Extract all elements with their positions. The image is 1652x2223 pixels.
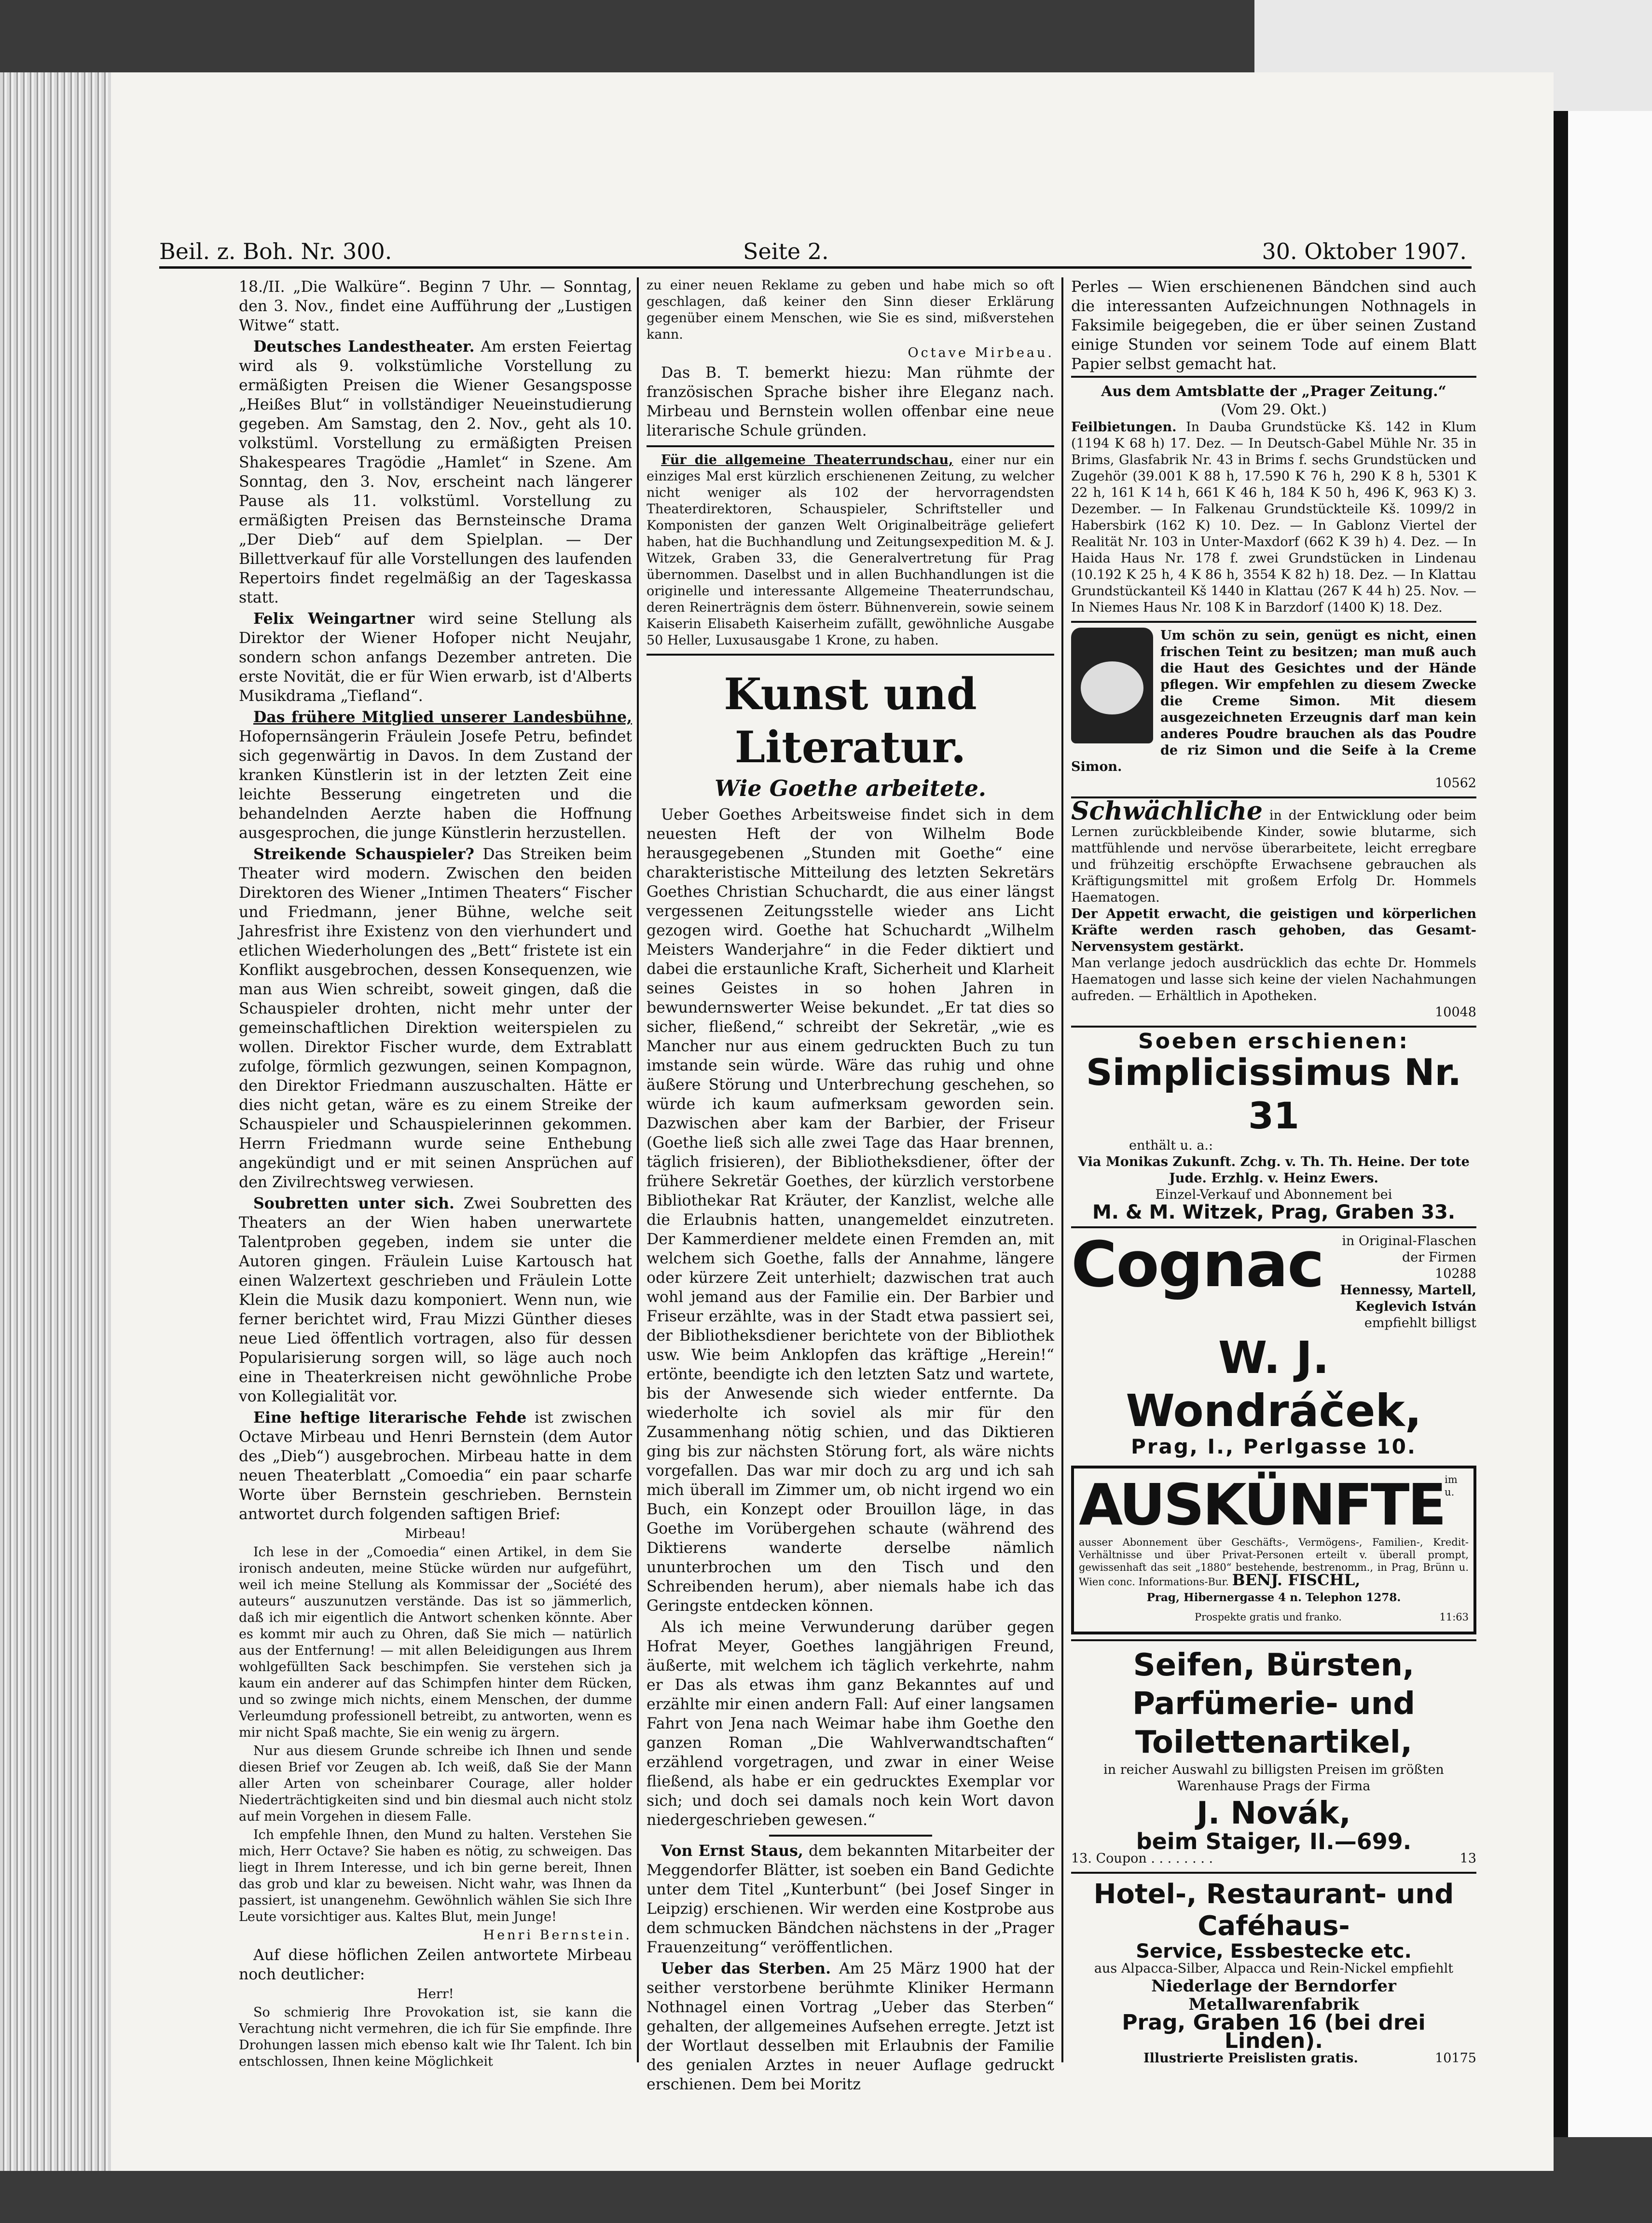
headline: Eine heftige literarische Fehde bbox=[253, 1409, 527, 1427]
ad-title: Seifen, Bürsten, Parfümerie- und Toilettenartikel, bbox=[1132, 1647, 1416, 1760]
section-title: Kunst und Literatur. bbox=[724, 669, 977, 773]
advertisement-auskuenfte bbox=[1071, 1466, 1476, 1634]
paragraph bbox=[239, 708, 632, 843]
ad-number: 11:63 bbox=[1439, 1611, 1469, 1623]
paragraph: Ueber Goethes Arbeitsweise findet sich in dem neuesten Heft der von Wilhelm Bode herausgegebenen „Stunden mit Goethe“ eine charakteristische Mitteilung des letzten Sekretärs Goethes Christian Schuchardt, die aus einer längst vergessenen Zeitungsstelle wieder ans Licht gezogen wird. Goethe hat Schuchardt „Wilhelm Meisters Wanderjahre“ in die Feder diktiert und dabei die erstaunliche Kraft, Sicherheit und Klarheit seines Geistes in so hohen Jahren in bewundernswerter Weise bekundet. „Er tat dies so sicher, fließend,“ schreibt der Sekretär, „wie es Mancher nur aus einem gedruckten Buch zu tun imstande sein würde. Wäre das ruhig und ohne äußere Störung und Unterbrechung geschehen, so würde ich kaum aufmerksam geworden sein. Dazwischen aber kam der Barbier, der Friseur (Goethe ließ sich alle zwei Tage das Haar brennen, täglich frisieren), der Bibliotheksdiener, öfter der frühere Sekretär Goethes, der kürzlich verstorbene Bibliothekar Rat Kräuter, der Kanzlist, welche alle die Erlaubnis hatten, unangemeldet einzutreten. Der Kammerdiener meldete einen Fremden an, mit welchem sich Goethe, falls der Annahme, längere oder kürzere Zeit unterhielt; dazwischen trat auch wohl jemand aus der Familie ein. Der Barbier und Friseur erzählte, was in der Stadt etwa passiert sei, der Bibliotheksdiener berichtete von der Bibliothek usw. Wie beim Anklopfen das kräftige „Herein!“ ertönte, beendigte ich den letzten Satz und wartete, bis der Anwesende sich wieder entfernte. Da wiederholte ich soviel als mir für den Zusammenhang nötig schien, und das Diktieren ging bis zur nächsten Störung fort, als wäre nichts vorgefallen. Das war mir doch zu arg und ich sah mich überall im Zimmer um, ob nicht irgend wo ein Buch, ein Konzept oder Brouillon läge, in das Goethe im Vorübergehen schaute (während des Diktierens wanderte derselbe nämlich ununterbrochen um den Tisch und den Schreibenden herum), aber niemals habe ich das Geringste entdecken können. bbox=[647, 806, 1054, 1615]
headline: Felix Weingartner bbox=[253, 610, 415, 628]
ad-text: Einzel-Verkauf und Abonnement bei bbox=[1155, 1187, 1392, 1202]
article-text: dem bekannten Mitarbeiter der Meggendorfer Blätter, ist soeben ein Band Gedichte unter dem Titel „Kunterbunt“ (bei Josef Singer in Leipzig) erschienen. Wir werden eine Kostprobe aus dem schmucken Bändchen nächstens in der „Prager Frauenzeitung“ veröffentlichen. bbox=[647, 1842, 1055, 1956]
headline: Für die allgemeine Theaterrundschau, bbox=[661, 453, 953, 467]
ad-body: in der Entwicklung oder beim Lernen zurückbleibende Kinder, sowie blutarme, sich mattfühlende und nervöse überarbeitete, leicht erregbare und frühzeitig erschöpfte Erwachsene gebrauchen als Kräftigungsmittel mit großem Erfolg Dr. Hommels Haematogen. bbox=[1071, 808, 1476, 905]
notice-date: (Vom 29. Okt.) bbox=[1221, 401, 1327, 418]
headline: Deutsches Landestheater. bbox=[253, 338, 475, 356]
ad-number: 10048 bbox=[1435, 1005, 1476, 1020]
advertisement-berndorf bbox=[1071, 1872, 1476, 2072]
paragraph: 18./II. „Die Walküre“. Beginn 7 Uhr. — Sonntag, den 3. Nov., findet eine Aufführung der „Lustigen Witwe“ statt. bbox=[239, 278, 632, 334]
paragraph bbox=[239, 337, 632, 607]
cream-jar-illustration bbox=[1071, 628, 1153, 743]
column-1 bbox=[239, 277, 633, 2069]
ad-firm: BENJ. FISCHL, bbox=[1232, 1571, 1361, 1589]
ad-body: im u. ausser Abonnement über Geschäfts-, Vermögens-, Familien-, Kredit-Verhältnisse und über Privat-Personen erteilt v. überall prompt, gewissenhaft das seit „1880“ bestehende, bestrenomm., in Prag, Brünn u. Wien conc. Informations-Bur. bbox=[1079, 1474, 1469, 1588]
ad-firm: J. Novák, bbox=[1197, 1796, 1351, 1831]
headline: Von Ernst Staus, bbox=[661, 1842, 803, 1860]
article-text: Hofopernsängerin Fräulein Josefe Petru, befindet sich gegenwärtig in Davos. In dem Zustand der kranken Künstlerin ist in der letzten Zeit eine leichte Besserung eingetreten und die behandelnden Aerzte haben die Hoffnung ausgesprochen, die junge Künstlerin herzustellen. bbox=[239, 728, 632, 842]
header-left: Beil. z. Boh. Nr. 300. bbox=[159, 238, 392, 264]
paragraph bbox=[647, 1959, 1054, 2094]
ad-title: Hotel-, Restaurant- und Caféhaus- bbox=[1093, 1879, 1454, 1942]
advertisement-creme-simon bbox=[1071, 621, 1476, 796]
ad-text: Der Appetit erwacht, die geistigen und körperlichen Kräfte werden rasch gehoben, das Gesamt-Nervensystem gestärkt. bbox=[1071, 906, 1476, 954]
book-edge bbox=[0, 72, 111, 2171]
ad-text: in Original-Flaschen der Firmen bbox=[1342, 1234, 1476, 1265]
paragraph bbox=[239, 1194, 632, 1406]
notice-heading: Feilbietungen. bbox=[1071, 420, 1177, 435]
paragraph bbox=[239, 1408, 632, 1524]
headline: Das frühere Mitglied unserer Landesbühne, bbox=[253, 708, 632, 726]
ad-title: Cognac bbox=[1071, 1228, 1324, 1301]
page-header bbox=[159, 235, 1472, 269]
headline: Soubretten unter sich. bbox=[253, 1194, 454, 1212]
ad-text: Illustrierte Preislisten gratis. bbox=[1143, 2051, 1358, 2066]
article-text: Das Streiken beim Theater wird modern. Zwischen den beiden Direktoren des Wiener „Intimen Theaters“ Fischer und Friedmann, jener Bühne, welche seit Jahresfrist ihre Existenz von den vierhundert und etlichen Wiederholungen des „Bett“ fristete ist ein Konflikt ausgebrochen, dessen Konsequenzen, wie man aus Wien schreibt, soweit gingen, daß die Schauspieler drohten, nicht mehr unter der gemeinschaftlichen Direktion weiterspielen zu wollen. Direktor Fischer wurde, dem Extrablatt zufolge, förmlich gezwungen, seinen Kompagnon, den Direktor Friedmann auszuschalten. Hätte er dies nicht getan, wäre es zu einem Streike der Schauspieler und Schauspielerinnen gekommen. Herrn Friedmann wurde seine Enthebung angekündigt und er mit seinen Ansprüchen auf den Zivilrechtsweg verwiesen. bbox=[239, 846, 632, 1191]
ad-text: beim Staiger, II.—699. bbox=[1136, 1828, 1412, 1854]
article-text: Am 25 März 1900 hat der seither verstorbene berühmte Kliniker Hermann Nothnagel einen Vortrag „Ueber das Sterben“ gehalten, der allgemeines Aufsehen erregte. Jetzt ist der Wortlaut desselben mit Erlaubnis der Familie des genialen Arztes in neuer Auflage gedruckt erschienen. Dem bei Moritz bbox=[647, 1960, 1054, 2093]
ad-text: Hennessy, Martell, Keglevich István bbox=[1340, 1283, 1476, 1314]
ad-text: enthält u. a.: bbox=[1129, 1138, 1213, 1153]
ad-text bbox=[1071, 796, 1476, 906]
ad-text: Niederlage der Berndorfer Metallwarenfabrik bbox=[1151, 1976, 1396, 2014]
notice-text bbox=[1071, 419, 1476, 616]
advertisement-novak bbox=[1071, 1639, 1476, 1872]
notice-body: In Dauba Grundstücke Kš. 142 in Klum (1194 K 68 h) 17. Dez. — In Deutsch-Gabel Mühle Nr. 35 in Brims, Glasfabrik Nr. 43 in Brims f. sechs Grundstücken und Zugehör (39.001 K 88 h, 17.590 K 76 h, 290 K 8 h, 5301 K 22 h, 161 K 14 h, 661 K 46 h, 184 K 50 h, 496 K, 963 K) 3. Dezember. — In Falkenau Grundstückteile Kš. 1099/2 in Habersbirk (162 K) 10. Dez. — In Gablonz Viertel der Realität Nr. 103 in Unter-Maxdorf (662 K 39 h) 4. Dez. — In Haida Haus Nr. 178 f. zwei Grundstücken in Lindenau (10.192 K 25 h, 4 K 86 h, 3554 K 82 h) 18. Dez. — In Klattau Grundstückanteil Kš 1440 in Klattau (267 K 44 h) 25. Nov. — In Niemes Haus Nr. 108 K in Barzdorf (1400 K) 18. Dez. bbox=[1071, 420, 1476, 615]
advertisement-cognac bbox=[1071, 1226, 1476, 1461]
paragraph bbox=[239, 845, 632, 1192]
ad-text: Prag, Hibernergasse 4 n. Telephon 1278. bbox=[1146, 1591, 1401, 1604]
advertisement-simplicissimus bbox=[1071, 1026, 1476, 1226]
letter-paragraph: Nur aus diesem Grunde schreibe ich Ihnen und sende diesen Brief vor Zeugen ab. Ich weiß, daß Sie der Mann aller Arten von scheinbarer Courage, aller holder Niederträchtigkeiten sind und bin diesmal auch nicht stolz auf mein Vorgehen in diesem Falle. bbox=[239, 1743, 632, 1824]
page-edge bbox=[1554, 111, 1652, 2137]
official-notices bbox=[1071, 376, 1476, 621]
paragraph bbox=[239, 609, 632, 706]
article-text: Zwei Soubretten des Theaters an der Wien haben unerwartete Talentproben gegeben, indem sie unter die Autoren gingen. Fräulein Luise Kartousch hat einen Walzertext geschrieben und Fräulein Lotte Klein die Musik dazu komponiert. Wenn nun, wie ferner berichtet wird, Frau Mizzi Günther dieses neue Lied öffentlich vortragen, also für dessen Popularisierung sorgen will, so läge auch noch eine in Theaterkreisen nicht gewöhnliche Probe von Kollegialität vor. bbox=[239, 1195, 632, 1405]
letter-paragraph: Ich empfehle Ihnen, den Mund zu halten. Verstehen Sie mich, Herr Octave? Sie haben es nötig, zu schweigen. Das liegt in Ihrem Interesse, und ich bin gerne bereit, Ihnen das grob und klar zu beweisen. Nicht wahr, was Ihnen da passiert, ist unangenehm. Gewöhnlich wählen Sie sich Ihre Leute vorsichtiger aus. Kaltes Blut, mein Junge! bbox=[239, 1827, 632, 1924]
paragraph bbox=[647, 452, 1054, 649]
headline: Streikende Schauspieler? bbox=[253, 845, 474, 863]
ad-text: W. J. Wondráček, bbox=[1126, 1332, 1422, 1437]
article-text: wird seine Stellung als Direktor der Wiener Hofoper nicht Neujahr, sondern schon anfangs Dezember antreten. Die erste Novität, die er für Wien erwarb, ist d'Alberts Musikdrama „Tiefland“. bbox=[239, 610, 633, 705]
ad-text: Prag, Graben 16 (bei drei Linden). bbox=[1122, 2010, 1426, 2053]
column-rule bbox=[1061, 277, 1063, 2062]
ad-title: AUSKÜNFTE bbox=[1079, 1471, 1445, 1538]
article-text: Am ersten Feiertag wird als 9. volkstümliche Vorstellung zu ermäßigten Preisen die Wiener Gesangsposse „Heißes Blut“ in vollständiger Neueinstudierung gegeben. Am Samstag, den 2. Nov., geht als 10. volkstüml. Vorstellung zu ermäßigten Preisen Shakespeares Tragödie „Hamlet“ in Szene. Am Sonntag, den 3. Nov, erscheint nach längerer Pause als 11. volkstüml. Vorstellung zu ermäßigten Preisen das Bernsteinsche Drama „Der Dieb“ auf dem Spielplan. — Der Billettverkauf für alle Vorstellungen des laufenden Repertoirs findet regelmäßig an der Tageskassa statt. bbox=[239, 338, 632, 606]
column-3 bbox=[1071, 277, 1476, 2066]
ad-number: 10175 bbox=[1435, 2051, 1476, 2066]
letter-signature: Octave Mirbeau. bbox=[908, 345, 1054, 360]
ad-text: 13. Coupon . . . . . . . . bbox=[1071, 1851, 1213, 1866]
ad-text: in reicher Auswahl zu billigsten Preisen im größten Warenhause Prags der Firma bbox=[1103, 1762, 1444, 1794]
divider bbox=[647, 445, 1054, 447]
header-center: Seite 2. bbox=[743, 238, 829, 264]
ad-text: M. & M. Witzek, Prag, Graben 33. bbox=[1092, 1201, 1456, 1223]
letter-paragraph: zu einer neuen Reklame zu geben und habe mich so oft geschlagen, daß keiner den Sinn dieser Erklärung gegenüber einem Menschen, wie Sie es sind, mißverstehen kann. bbox=[647, 278, 1054, 342]
paragraph: Perles — Wien erschienenen Bändchen sind auch die interessanten Aufzeichnungen Nothnagels in Faksimile beigegeben, die er über seinen Zustand einige Stunden vor seinem Tode auf einem Blatt Papier selbst gemacht hat. bbox=[1071, 278, 1476, 373]
article-text: ist zwischen Octave Mirbeau und Henri Bernstein (dem Autor des „Dieb“) ausgebrochen. Mirbeau hatte in dem neuen Theaterblatt „Comoedia“ ein paar scharfe Worte über Bernstein geschrieben. Bernstein antwortet durch folgenden saftigen Brief: bbox=[239, 1409, 633, 1523]
article-text: einer nur ein einziges Mal erst kürzlich erschienenen Zeitung, zu welcher nicht weniger als 102 der hervorragendsten Theaterdirektoren, Schauspieler, Schriftsteller und Komponisten der ganzen Welt Originalbeiträge geliefert haben, hat die Buchhandlung und Zeitungsexpedition M. & J. Witzek, Graben 33, die Generalvertretung für Prag übernommen. Daselbst und in allen Buchhandlungen ist die originelle und interessante Allgemeine Theaterrundschau, deren Reinerträgnis dem österr. Bühnenverein, sowie seinem Kaiserin Elisabeth Kaiserheim zufällt, gewöhnliche Ausgabe 50 Heller, Luxusausgabe 1 Krone, zu haben. bbox=[647, 453, 1054, 648]
column-rule bbox=[637, 277, 639, 2062]
letter-signature: Henri Bernstein. bbox=[483, 1928, 632, 1943]
ad-footer bbox=[1071, 2050, 1476, 2067]
letter-paragraph: Ich lese in der „Comoedia“ einen Artikel, in dem Sie ironisch andeuten, meine Stücke würden nur aufgeführt, weil ich meine Stellung als Kommissar der „Société des auteurs“ auszunutzen verstände. Das ist so jämmerlich, daß ich mir eigentlich die Antwort schenken könnte. Aber es kommt mir auch zu Ohren, daß Sie mich — natürlich aus der Entfernung! — mit allen Beleidigungen aus Ihrem wohlgefüllten Sack beschimpfen. Sie verstehen sich ja kaum ein anderer auf das Schimpfen hinter dem Rücken, und so zwinge mich nichts, einem Menschen, der dumme Verleumdung professionell betreibt, zu antworten, wenn es mir nicht Spaß machte, Sie ein wenig zu ärgern. bbox=[239, 1545, 632, 1740]
advertisement-haematogen bbox=[1071, 796, 1476, 1026]
paragraph: Als ich meine Verwunderung darüber gegen Hofrat Meyer, Goethes langjährigen Freund, äußerte, mit welchem ich täglich verkehrte, nahm er Das als etwas ihm ganz Bekanntes auf und erzählte mir einen andern Fall: Auf einer langsamen Fahrt von Jena nach Weimar habe ihm Goethe den ganzen Roman „Die Wahlverwandtschaften“ erzählend vorgetragen, und zwar in einer Weise fließend, als habe er ein gedrucktes Exemplar vor sich; und doch sei damals noch kein Wort davon niedergeschrieben gewesen.“ bbox=[647, 1619, 1054, 1829]
ad-number: 10288 bbox=[1435, 1266, 1476, 1281]
ad-text: empfiehlt billigst bbox=[1364, 1316, 1476, 1331]
ad-text: Man verlange jedoch ausdrücklich das echte Dr. Hommels Haematogen und lasse sich keine der vielen Nachahmungen aufreden. — Erhältlich in Apotheken. bbox=[1071, 956, 1476, 1003]
ad-title: Schwächliche bbox=[1071, 796, 1263, 826]
paragraph: Auf diese höflichen Zeilen antwortete Mirbeau noch deutlicher: bbox=[239, 1947, 632, 1983]
divider bbox=[769, 1835, 932, 1837]
letter-salutation: Mirbeau! bbox=[405, 1526, 466, 1541]
ad-text: Prag, I., Perlgasse 10. bbox=[1131, 1435, 1417, 1458]
ad-text: Via Monikas Zukunft. Zchg. v. Th. Th. Heine. Der tote Jude. Erzhlg. v. Heinz Ewers. bbox=[1078, 1154, 1470, 1186]
ad-number: 10562 bbox=[1435, 776, 1476, 791]
notice-title: Aus dem Amtsblatte der „Prager Zeitung.“ bbox=[1101, 383, 1446, 400]
ad-heading: Soeben erschienen: bbox=[1138, 1029, 1409, 1054]
ad-number: 13 bbox=[1459, 1851, 1476, 1866]
letter-paragraph: So schmierig Ihre Provokation ist, sie kann die Verachtung nicht vermehren, die ich für Sie empfinde. Ihre Drohungen lassen mich ebenso kalt wie Ihr Talent. Ich bin entschlossen, Ihnen keine Möglichkeit bbox=[239, 2005, 632, 2069]
divider bbox=[647, 654, 1054, 656]
headline: Ueber das Sterben. bbox=[661, 1960, 831, 1977]
header-right: 30. Oktober 1907. bbox=[1262, 238, 1467, 264]
paragraph: Das B. T. bemerkt hiezu: Man rühmte der französischen Sprache bisher ihre Eleganz nach. Mirbeau und Bernstein wollen offenbar eine neue literarische Schule gründen. bbox=[647, 364, 1054, 439]
ad-title: Simplicissimus Nr. 31 bbox=[1086, 1051, 1462, 1137]
ad-footer bbox=[1079, 1607, 1469, 1627]
paragraph bbox=[647, 1841, 1054, 1957]
ad-text: Um schön zu sein, genügt es nicht, einen frischen Teint zu besitzen; man muß auch die Haut des Gesichtes und der Hände pflegen. Wir empfehlen zu diesem Zwecke die Creme Simon. Mit diesem ausgezeichneten Erzeugnis darf man kein anderes Poudre brauchen als das Poudre de riz Simon und die Seife à la Creme Simon. bbox=[1071, 628, 1476, 774]
ad-text: Prospekte gratis und franko. bbox=[1195, 1611, 1342, 1623]
ad-text: Service, Essbestecke etc. bbox=[1136, 1940, 1412, 1962]
article-title: Wie Goethe arbeitete. bbox=[715, 775, 986, 801]
column-2 bbox=[647, 277, 1055, 2093]
letter-salutation: Herr! bbox=[417, 1987, 454, 2002]
ad-text: aus Alpacca-Silber, Alpacca und Rein-Nickel empfiehlt bbox=[1094, 1961, 1454, 1976]
